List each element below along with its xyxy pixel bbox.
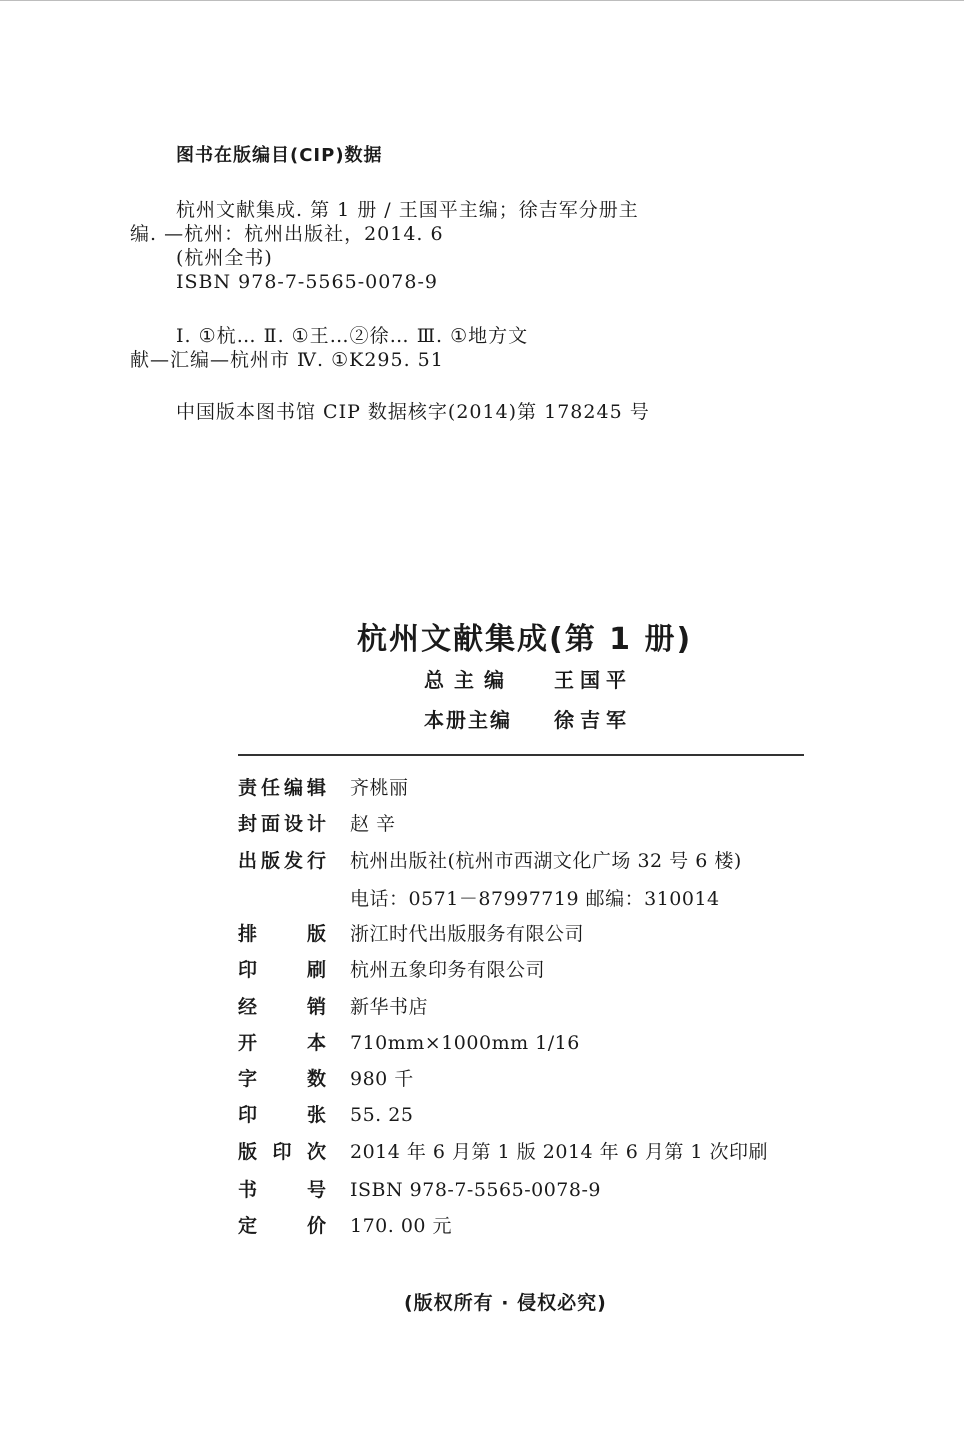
info-value: 710mm×1000mm 1/16 [350,1032,580,1054]
info-label: 出 版 发 行 [238,850,326,872]
cip-line-7: 中国版本图书馆 CIP 数据核字(2014)第 178245 号 [176,401,650,423]
info-label: 印 刷 [238,959,326,981]
volume-editor-label: 本册主编 [424,708,512,732]
cip-line-5: Ⅰ. ①杭… Ⅱ. ①王…②徐… Ⅲ. ①地方文 [176,325,529,347]
chief-editor-label: 总主编 [424,668,514,692]
cip-line-4: ISBN 978-7-5565-0078-9 [176,271,438,293]
copyright-notice: (版权所有 · 侵权必究) [404,1292,607,1314]
book-title: 杭州文献集成(第 1 册) [357,622,693,657]
cip-line-3: (杭州全书) [176,247,273,269]
cip-line-2: 编. —杭州：杭州出版社，2014. 6 [130,223,444,245]
info-label: 责 任 编 辑 [238,777,326,799]
info-label: 印 张 [238,1104,326,1126]
info-value: 杭州五象印务有限公司 [350,959,546,981]
info-label: 版 印 次 [238,1141,326,1163]
info-value: 170. 00 元 [350,1215,453,1237]
info-value: 2014 年 6 月第 1 版 2014 年 6 月第 1 次印刷 [350,1141,768,1163]
info-label: 书 号 [238,1179,326,1201]
divider-rule [238,754,804,756]
info-value: ISBN 978-7-5565-0078-9 [350,1179,601,1201]
chief-editor-name: 王国平 [554,668,632,692]
info-value: 齐桃丽 [350,777,409,799]
volume-editor-row [424,704,632,733]
info-label: 排 版 [238,923,326,945]
info-value: 赵 辛 [350,813,396,835]
info-label: 封 面 设 计 [238,813,326,835]
cip-heading: 图书在版编目(CIP)数据 [176,145,383,166]
info-value: 杭州出版社(杭州市西湖文化广场 32 号 6 楼) [350,850,742,872]
info-value: 980 千 [350,1068,414,1090]
info-label: 开 本 [238,1032,326,1054]
info-value: 新华书店 [350,996,429,1018]
info-label: 字 数 [238,1068,326,1090]
cip-line-6: 献—汇编—杭州市 Ⅳ. ①K295. 51 [130,349,444,371]
info-value: 电话：0571－87997719 邮编：310014 [350,888,720,910]
volume-editor-name: 徐吉军 [554,708,632,732]
cip-block [0,0,964,460]
info-value: 55. 25 [350,1104,414,1126]
info-label: 经 销 [238,996,326,1018]
chief-editor-row [424,664,632,693]
info-value: 浙江时代出版服务有限公司 [350,923,585,945]
cip-line-1: 杭州文献集成. 第 1 册 / 王国平主编；徐吉军分册主 [176,199,639,221]
info-label: 定 价 [238,1215,326,1237]
